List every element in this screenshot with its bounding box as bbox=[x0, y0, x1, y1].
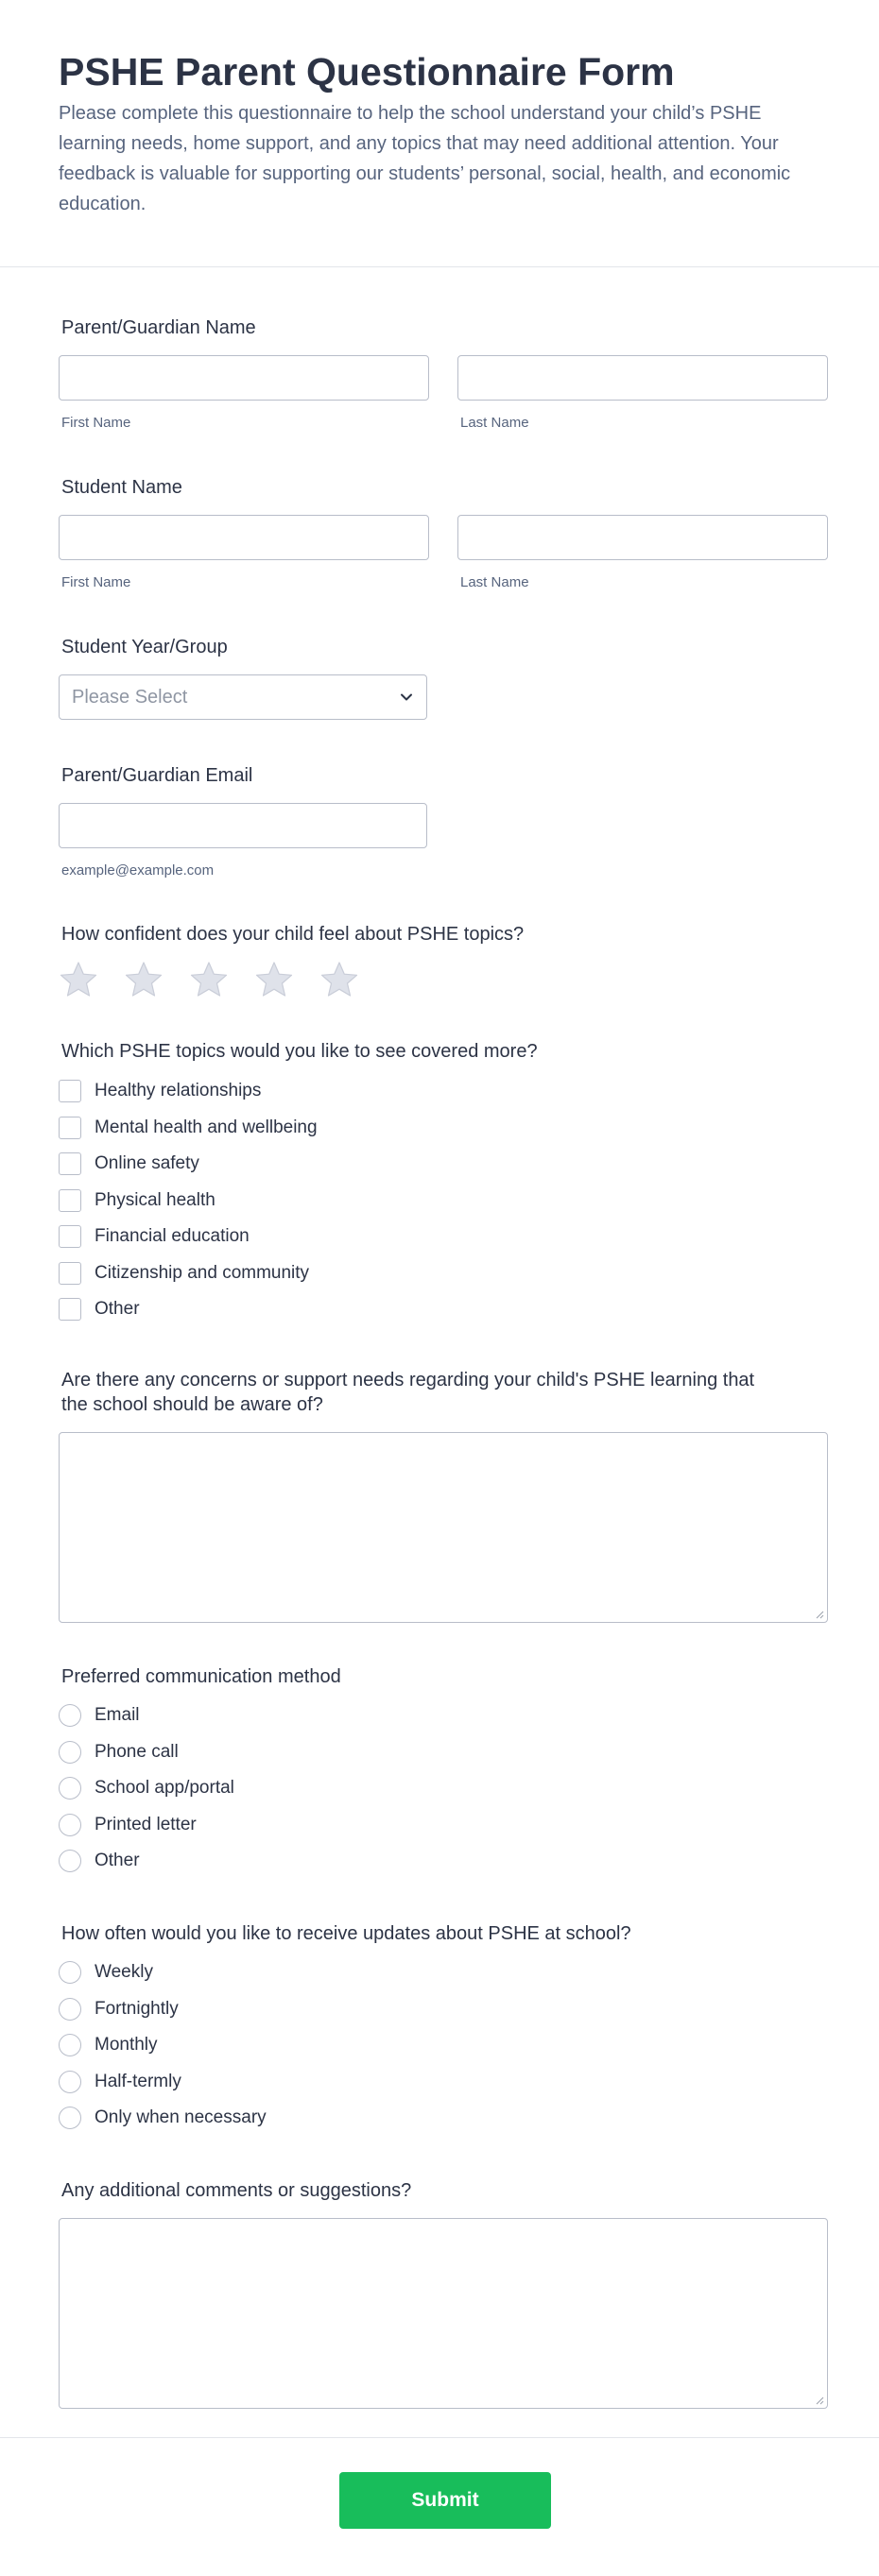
radio-button[interactable] bbox=[59, 1814, 81, 1836]
star-icon[interactable] bbox=[254, 960, 294, 999]
concerns-textarea[interactable] bbox=[59, 1432, 828, 1623]
email-sublabel: example@example.com bbox=[61, 862, 215, 879]
student-last-name-sublabel: Last Name bbox=[460, 574, 529, 590]
frequency-option[interactable] bbox=[59, 1998, 531, 2022]
communication-option-label[interactable]: Email bbox=[95, 1705, 140, 1725]
parent-last-name-sublabel: Last Name bbox=[460, 415, 529, 431]
topic-option[interactable] bbox=[59, 1189, 531, 1214]
topic-option-label[interactable]: Online safety bbox=[95, 1153, 199, 1173]
student-year-placeholder: Please Select bbox=[72, 687, 188, 708]
radio-button[interactable] bbox=[59, 1777, 81, 1800]
parent-last-name-input[interactable] bbox=[457, 355, 828, 401]
radio-button[interactable] bbox=[59, 2107, 81, 2129]
communication-option-label[interactable]: Other bbox=[95, 1851, 140, 1870]
parent-first-name-sublabel: First Name bbox=[61, 415, 131, 431]
star-icon[interactable] bbox=[124, 960, 164, 999]
concerns-label-line2: the school should be aware of? bbox=[61, 1394, 323, 1415]
frequency-option[interactable] bbox=[59, 2071, 531, 2095]
parent-name-label: Parent/Guardian Name bbox=[61, 317, 256, 338]
frequency-option[interactable] bbox=[59, 1961, 531, 1986]
comments-textarea[interactable] bbox=[59, 2218, 828, 2409]
topic-option[interactable] bbox=[59, 1080, 531, 1104]
student-last-name-input[interactable] bbox=[457, 515, 828, 560]
parent-first-name-input[interactable] bbox=[59, 355, 429, 401]
radio-button[interactable] bbox=[59, 2034, 81, 2056]
frequency-option-label[interactable]: Monthly bbox=[95, 2035, 158, 2055]
student-name-label: Student Name bbox=[61, 477, 182, 498]
frequency-option-label[interactable]: Fortnightly bbox=[95, 1998, 179, 2019]
star-rating bbox=[59, 960, 399, 999]
communication-option-label[interactable]: Phone call bbox=[95, 1741, 179, 1762]
topic-option[interactable] bbox=[59, 1298, 531, 1322]
topics-label: Which PSHE topics would you like to see covered more? bbox=[61, 1041, 538, 1062]
confidence-label: How confident does your child feel about PSHE topics? bbox=[61, 924, 525, 945]
topic-option[interactable] bbox=[59, 1225, 531, 1250]
frequency-option-label[interactable]: Weekly bbox=[95, 1962, 153, 1982]
checkbox[interactable] bbox=[59, 1189, 81, 1212]
radio-button[interactable] bbox=[59, 1961, 81, 1984]
form-description: Please complete this questionnaire to help the school understand your child’s PSHE learning needs, home support, and any topics that may need additional attention. Your feedback is valuable for supporting our students’ personal, social, health, and economic education. bbox=[59, 103, 791, 214]
checkbox[interactable] bbox=[59, 1080, 81, 1102]
checkbox[interactable] bbox=[59, 1117, 81, 1139]
topic-option[interactable] bbox=[59, 1262, 531, 1287]
frequency-option[interactable] bbox=[59, 2034, 531, 2058]
checkbox[interactable] bbox=[59, 1262, 81, 1285]
communication-option[interactable] bbox=[59, 1850, 531, 1874]
frequency-option-label[interactable]: Only when necessary bbox=[95, 2107, 267, 2127]
radio-button[interactable] bbox=[59, 1741, 81, 1764]
communication-option-label[interactable]: Printed letter bbox=[95, 1814, 197, 1834]
comments-label: Any additional comments or suggestions? bbox=[61, 2180, 412, 2201]
radio-button[interactable] bbox=[59, 1998, 81, 2021]
student-first-name-input[interactable] bbox=[59, 515, 429, 560]
communication-option[interactable] bbox=[59, 1814, 531, 1838]
communication-option-label[interactable]: School app/portal bbox=[95, 1778, 234, 1798]
communication-option[interactable] bbox=[59, 1777, 531, 1801]
frequency-option-label[interactable]: Half-termly bbox=[95, 2071, 181, 2091]
topic-option-label[interactable]: Other bbox=[95, 1299, 140, 1319]
topic-option[interactable] bbox=[59, 1152, 531, 1177]
submit-button[interactable]: Submit bbox=[339, 2472, 551, 2529]
resize-grip-icon[interactable] bbox=[815, 1610, 824, 1619]
form-header bbox=[59, 47, 815, 219]
page-title: PSHE Parent Questionnaire Form bbox=[59, 50, 675, 94]
email-label: Parent/Guardian Email bbox=[61, 765, 253, 786]
chevron-down-icon bbox=[398, 689, 415, 706]
radio-button[interactable] bbox=[59, 1850, 81, 1872]
star-icon[interactable] bbox=[59, 960, 98, 999]
checkbox[interactable] bbox=[59, 1298, 81, 1321]
radio-button[interactable] bbox=[59, 2071, 81, 2093]
topic-option-label[interactable]: Physical health bbox=[95, 1189, 215, 1210]
student-year-select[interactable] bbox=[59, 674, 427, 720]
frequency-label: How often would you like to receive updates about PSHE at school? bbox=[61, 1923, 631, 1944]
topic-option-label[interactable]: Mental health and wellbeing bbox=[95, 1117, 318, 1137]
resize-grip-icon[interactable] bbox=[815, 2396, 824, 2405]
student-first-name-sublabel: First Name bbox=[61, 574, 131, 590]
email-input[interactable] bbox=[59, 803, 427, 848]
footer-divider bbox=[0, 2437, 879, 2438]
concerns-label-line1: Are there any concerns or support needs regarding your child's PSHE learning that bbox=[61, 1370, 755, 1390]
header-divider bbox=[0, 266, 879, 267]
frequency-option[interactable] bbox=[59, 2107, 531, 2131]
communication-label: Preferred communication method bbox=[61, 1666, 341, 1687]
checkbox[interactable] bbox=[59, 1152, 81, 1175]
topic-option[interactable] bbox=[59, 1117, 531, 1141]
communication-option[interactable] bbox=[59, 1741, 531, 1766]
star-icon[interactable] bbox=[319, 960, 359, 999]
topic-option-label[interactable]: Financial education bbox=[95, 1226, 250, 1246]
student-year-label: Student Year/Group bbox=[61, 637, 228, 657]
star-icon[interactable] bbox=[189, 960, 229, 999]
topic-option-label[interactable]: Citizenship and community bbox=[95, 1262, 310, 1283]
communication-option[interactable] bbox=[59, 1704, 531, 1729]
checkbox[interactable] bbox=[59, 1225, 81, 1248]
radio-button[interactable] bbox=[59, 1704, 81, 1727]
topic-option-label[interactable]: Healthy relationships bbox=[95, 1081, 262, 1100]
